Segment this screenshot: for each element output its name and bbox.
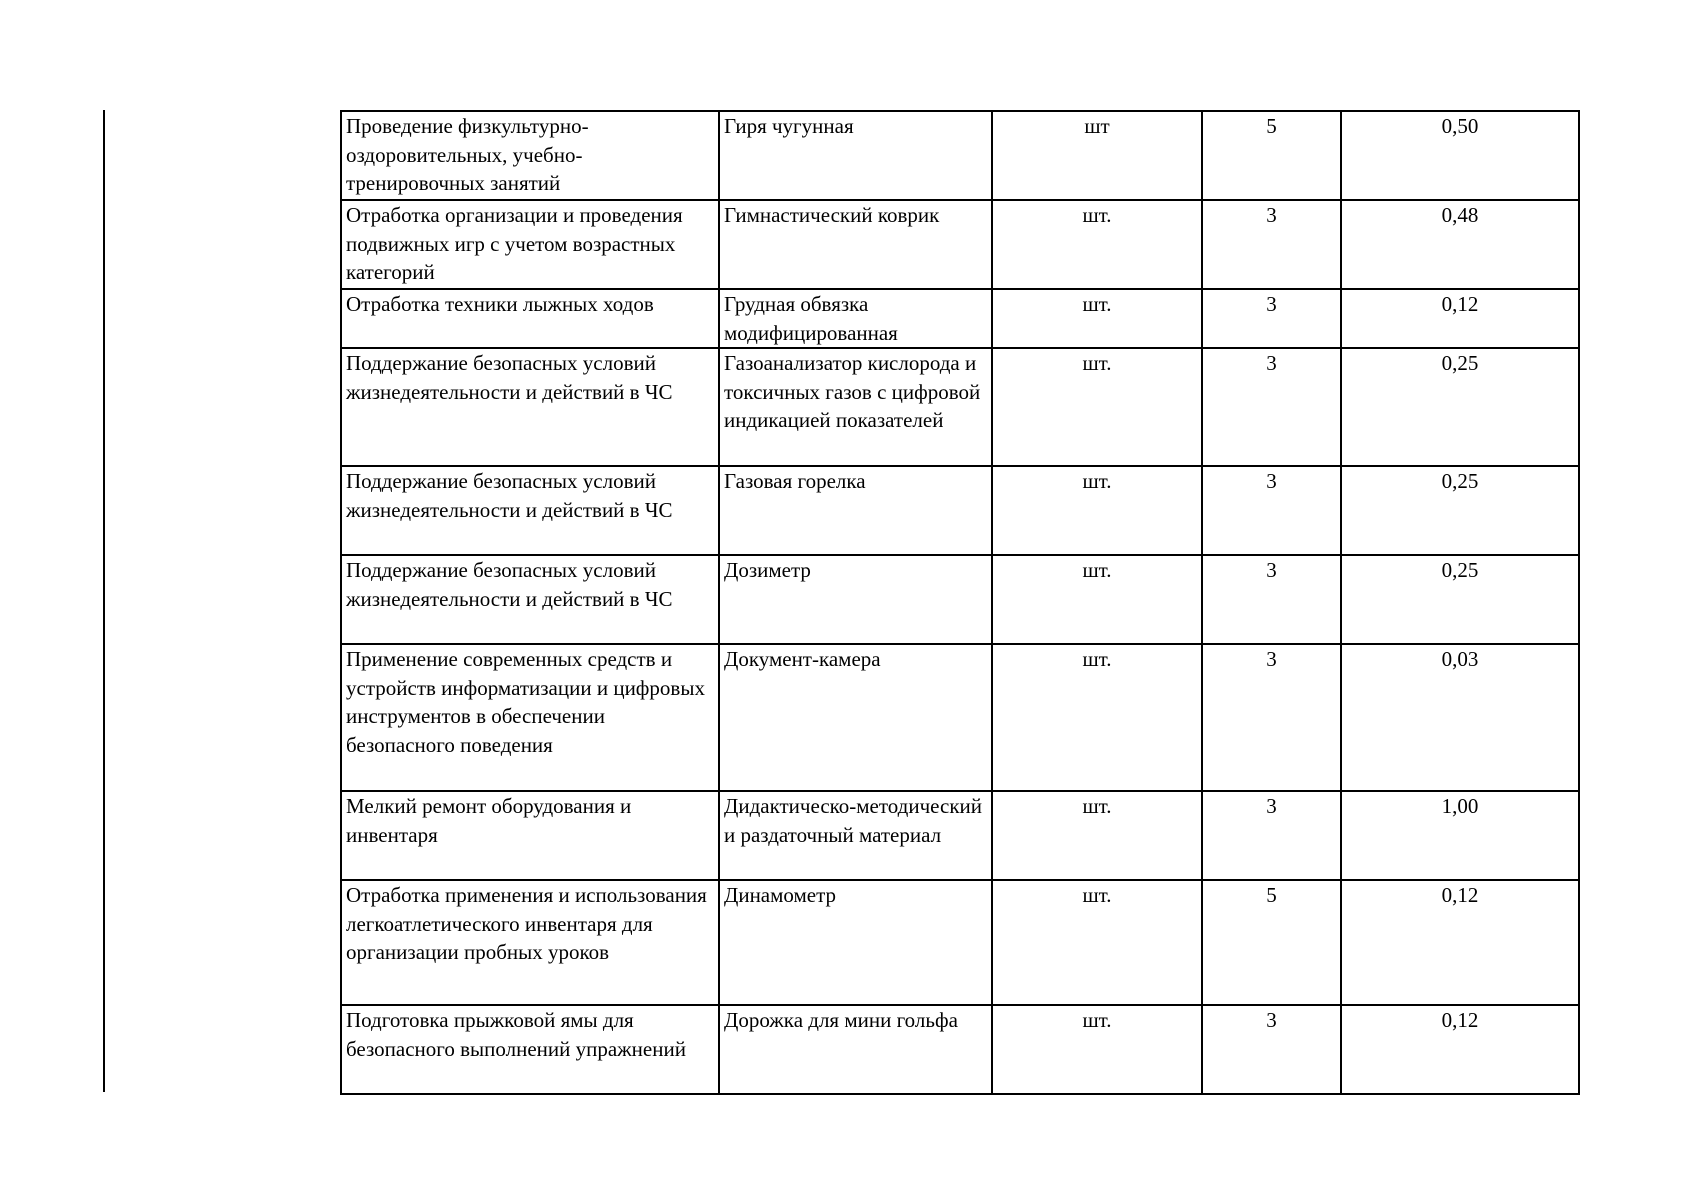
table-row bbox=[341, 289, 1579, 348]
equipment-name-cell: Дидактическо-методический и раздаточный материал bbox=[719, 791, 992, 880]
unit-cell: шт. bbox=[992, 880, 1202, 1005]
unit-cell: шт. bbox=[992, 348, 1202, 466]
unit-cell: шт. bbox=[992, 1005, 1202, 1094]
quantity-cell: 3 bbox=[1202, 1005, 1341, 1094]
equipment-name-cell: Газовая горелка bbox=[719, 466, 992, 555]
equipment-name-cell: Гиря чугунная bbox=[719, 111, 992, 200]
coefficient-cell: 0,03 bbox=[1341, 644, 1579, 791]
activity-cell: Применение современных средств и устройств информатизации и цифровых инструментов в обеспечении безопасного поведения bbox=[341, 644, 719, 791]
equipment-name-cell: Динамометр bbox=[719, 880, 992, 1005]
unit-cell: шт. bbox=[992, 466, 1202, 555]
table-row bbox=[341, 111, 1579, 200]
equipment-name-cell: Газоанализатор кислорода и токсичных газов с цифровой индикацией показателей bbox=[719, 348, 992, 466]
coefficient-cell: 0,12 bbox=[1341, 880, 1579, 1005]
table-row bbox=[341, 555, 1579, 644]
activity-cell: Поддержание безопасных условий жизнедеятельности и действий в ЧС bbox=[341, 348, 719, 466]
activity-cell: Поддержание безопасных условий жизнедеятельности и действий в ЧС bbox=[341, 466, 719, 555]
quantity-cell: 3 bbox=[1202, 348, 1341, 466]
equipment-name-cell: Дозиметр bbox=[719, 555, 992, 644]
coefficient-cell: 0,12 bbox=[1341, 289, 1579, 348]
table-row bbox=[341, 466, 1579, 555]
equipment-name-cell: Документ-камера bbox=[719, 644, 992, 791]
unit-cell: шт. bbox=[992, 644, 1202, 791]
equipment-name-cell: Гимнастический коврик bbox=[719, 200, 992, 289]
activity-cell: Подготовка прыжковой ямы для безопасного выполнений упражнений bbox=[341, 1005, 719, 1094]
activity-cell: Мелкий ремонт оборудования и инвентаря bbox=[341, 791, 719, 880]
coefficient-cell: 0,12 bbox=[1341, 1005, 1579, 1094]
quantity-cell: 3 bbox=[1202, 200, 1341, 289]
coefficient-cell: 0,48 bbox=[1341, 200, 1579, 289]
table-row bbox=[341, 880, 1579, 1005]
coefficient-cell: 0,25 bbox=[1341, 555, 1579, 644]
quantity-cell: 3 bbox=[1202, 555, 1341, 644]
equipment-name-cell: Дорожка для мини гольфа bbox=[719, 1005, 992, 1094]
quantity-cell: 3 bbox=[1202, 791, 1341, 880]
activity-cell: Проведение физкультурно-оздоровительных, учебно-тренировочных занятий bbox=[341, 111, 719, 200]
coefficient-cell: 0,25 bbox=[1341, 348, 1579, 466]
coefficient-cell: 0,50 bbox=[1341, 111, 1579, 200]
activity-cell: Отработка техники лыжных ходов bbox=[341, 289, 719, 348]
equipment-table bbox=[340, 110, 1580, 1095]
table-row bbox=[341, 644, 1579, 791]
unit-cell: шт. bbox=[992, 200, 1202, 289]
unit-cell: шт. bbox=[992, 555, 1202, 644]
unit-cell: шт. bbox=[992, 289, 1202, 348]
table-row bbox=[341, 200, 1579, 289]
activity-cell: Отработка организации и проведения подвижных игр с учетом возрастных категорий bbox=[341, 200, 719, 289]
unit-cell: шт. bbox=[992, 791, 1202, 880]
left-margin-line bbox=[103, 110, 105, 1092]
coefficient-cell: 0,25 bbox=[1341, 466, 1579, 555]
quantity-cell: 5 bbox=[1202, 880, 1341, 1005]
coefficient-cell: 1,00 bbox=[1341, 791, 1579, 880]
quantity-cell: 3 bbox=[1202, 466, 1341, 555]
table-row bbox=[341, 791, 1579, 880]
table-row bbox=[341, 1005, 1579, 1094]
activity-cell: Отработка применения и использования легкоатлетического инвентаря для организации пробных уроков bbox=[341, 880, 719, 1005]
unit-cell: шт bbox=[992, 111, 1202, 200]
quantity-cell: 5 bbox=[1202, 111, 1341, 200]
quantity-cell: 3 bbox=[1202, 644, 1341, 791]
equipment-name-cell: Грудная обвязка модифицированная bbox=[719, 289, 992, 348]
quantity-cell: 3 bbox=[1202, 289, 1341, 348]
table-row bbox=[341, 348, 1579, 466]
activity-cell: Поддержание безопасных условий жизнедеятельности и действий в ЧС bbox=[341, 555, 719, 644]
